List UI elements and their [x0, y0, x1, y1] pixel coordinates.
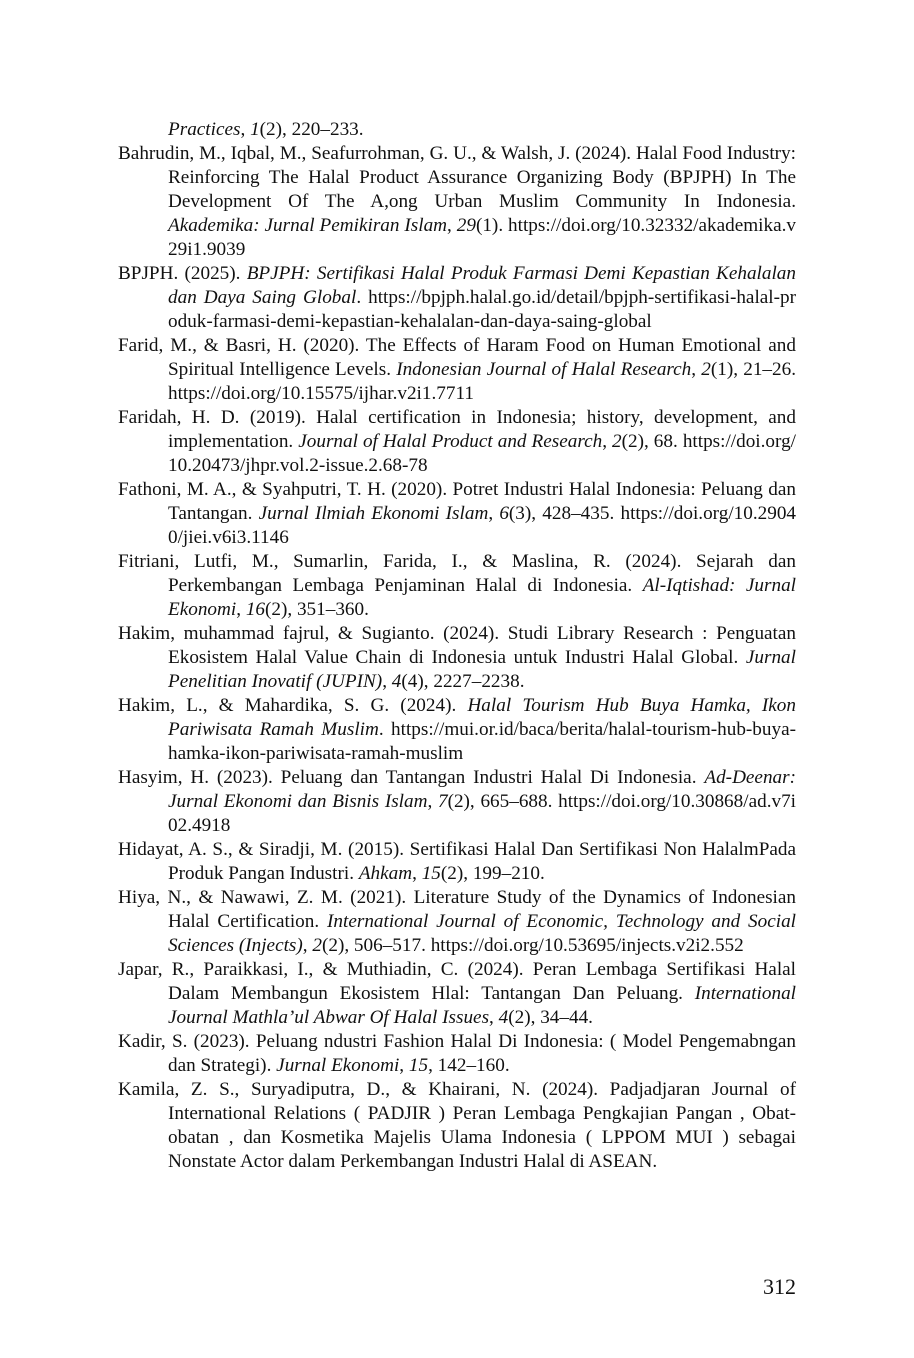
reference-link[interactable]: https://doi.org/10.20473/jhpr.vol.2-issue.2.68-78	[168, 431, 796, 476]
reference-entry: Hidayat, A. S., & Siradji, M. (2015). Sertifikasi Halal Dan Sertifikasi Non HalalmPada Produk Pangan Industri. Ahkam, 15(2), 199–210.	[118, 839, 796, 884]
journal-title: Jurnal Ekonomi	[276, 1055, 400, 1076]
volume: 4	[498, 1007, 509, 1028]
volume: 6	[499, 503, 509, 524]
journal-title: Jurnal Ilmiah Ekonomi Islam	[258, 503, 489, 524]
volume: 4	[391, 671, 402, 692]
journal-title: BPJPH: Sertifikasi Halal Produk Farmasi Demi Kepastian Kehalalan dan Daya Saing Global	[168, 263, 796, 308]
reference-entry: Japar, R., Paraikkasi, I., & Muthiadin, C. (2024). Peran Lembaga Sertifikasi Halal Dalam Membangun Ekosistem Hlal: Tantangan Dan Peluang. International Journal Mathla’ul Abwar Of Halal Issues, 4(2), 34–44.	[118, 959, 796, 1028]
journal-title: International Journal Mathla’ul Abwar Of Halal Issues	[168, 983, 796, 1028]
reference-link[interactable]: https://doi.org/10.15575/ijhar.v2i1.7711	[168, 383, 474, 404]
reference-entry: Farid, M., & Basri, H. (2020). The Effects of Haram Food on Human Emotional and Spiritual Intelligence Levels. Indonesian Journal of Halal Research, 2(1), 21–26. https://doi.org/10.15575/ijhar.v2i1.7711	[118, 335, 797, 404]
journal-title: International Journal of Economic, Technology and Social Sciences (Injects)	[168, 911, 796, 956]
volume: 1	[250, 119, 260, 140]
volume: 2	[701, 359, 711, 380]
reference-link[interactable]: https://mui.or.id/baca/berita/halal-tourism-hub-buya-hamka-ikon-pariwisata-ramah-muslim	[168, 719, 796, 764]
reference-entry: Fitriani, Lutfi, M., Sumarlin, Farida, I., & Maslina, R. (2024). Sejarah dan Perkembangan Lembaga Penjaminan Halal di Indonesia. Al-Iqtishad: Jurnal Ekonomi, 16(2), 351–360.	[118, 551, 796, 620]
reference-entry: Hakim, muhammad fajrul, & Sugianto. (2024). Studi Library Research : Penguatan Ekosistem Halal Value Chain di Indonesia untuk Industri Halal Global. Jurnal Penelitian Inovatif (JUPIN), 4(4), 2227–2238.	[118, 623, 796, 692]
reference-entry: Hiya, N., & Nawawi, Z. M. (2021). Literature Study of the Dynamics of Indonesian Halal Certification. International Journal of Economic, Technology and Social Sciences (Injects), 2(2), 506–517. https://doi.org/10.53695/injects.v2i2.552	[118, 887, 796, 956]
journal-title: Halal Tourism Hub Buya Hamka, Ikon Pariwisata Ramah Muslim	[168, 695, 796, 740]
reference-link[interactable]: https://bpjph.halal.go.id/detail/bpjph-sertifikasi-halal-produk-farmasi-demi-kepastian-kehalalan-dan-daya-saing-global	[168, 287, 796, 332]
journal-title: Ahkam	[358, 863, 413, 884]
reference-entry: BPJPH. (2025). BPJPH: Sertifikasi Halal Produk Farmasi Demi Kepastian Kehalalan dan Daya Saing Global. https://bpjph.halal.go.id/detail/bpjph-sertifikasi-halal-produk-farmasi-demi-kepastian-kehalalan-dan-daya-saing-global	[118, 263, 796, 332]
reference-link[interactable]: https://doi.org/10.29040/jiei.v6i3.1146	[168, 503, 797, 548]
volume: 7	[437, 791, 448, 812]
journal-title: Ad-Deenar: Jurnal Ekonomi dan Bisnis Islam	[168, 767, 796, 812]
page-number: 312	[763, 1274, 796, 1299]
reference-entry: Hakim, L., & Mahardika, S. G. (2024). Halal Tourism Hub Buya Hamka, Ikon Pariwisata Ramah Muslim. https://mui.or.id/baca/berita/halal-tourism-hub-buya-hamka-ikon-pariwisata-ramah-muslim	[118, 695, 796, 764]
reference-link[interactable]: https://doi.org/10.30868/ad.v7i02.4918	[168, 791, 797, 836]
volume: 29	[456, 215, 476, 236]
reference-link[interactable]: https://doi.org/10.32332/akademika.v29i1.9039	[168, 215, 797, 260]
journal-title: Akademika: Jurnal Pemikiran Islam	[168, 215, 448, 236]
journal-title: Indonesian Journal of Halal Research	[396, 359, 692, 380]
reference-entry: Fathoni, M. A., & Syahputri, T. H. (2020). Potret Industri Halal Indonesia: Peluang dan Tantangan. Jurnal Ilmiah Ekonomi Islam, 6(3), 428–435. https://doi.org/10.29040/jiei.v6i3.1146	[118, 479, 797, 548]
volume: 16	[245, 599, 265, 620]
journal-title: Journal of Halal Product and Research	[298, 431, 603, 452]
journal-title: Jurnal Penelitian Inovatif (JUPIN)	[168, 647, 796, 692]
reference-entry: Faridah, H. D. (2019). Halal certification in Indonesia; history, development, and implementation. Journal of Halal Product and Research, 2(2), 68. https://doi.org/10.20473/jhpr.vol.2-issue.2.68-78	[118, 407, 796, 476]
volume: 15	[408, 1055, 429, 1076]
reference-list	[118, 118, 796, 1174]
reference-entry: Bahrudin, M., Iqbal, M., Seafurrohman, G. U., & Walsh, J. (2024). Halal Food Industry: Reinforcing The Halal Product Assurance Organizing Body (BPJPH) In The Development Of The A,ong Urban Muslim Community In Indonesia. Akademika: Jurnal Pemikiran Islam, 29(1). https://doi.org/10.32332/akademika.v29i1.9039	[118, 143, 797, 260]
reference-link[interactable]: https://doi.org/10.53695/injects.v2i2.552	[430, 935, 744, 956]
volume: 2	[612, 431, 622, 452]
journal-title: Practices	[168, 119, 241, 140]
reference-entry: Practices, 1(2), 220–233.	[168, 119, 364, 140]
journal-title: Al-Iqtishad: Jurnal Ekonomi	[168, 575, 796, 620]
reference-entry: Hasyim, H. (2023). Peluang dan Tantangan Industri Halal Di Indonesia. Ad-Deenar: Jurnal Ekonomi dan Bisnis Islam, 7(2), 665–688. https://doi.org/10.30868/ad.v7i02.4918	[118, 767, 797, 836]
reference-entry: Kamila, Z. S., Suryadiputra, D., & Khairani, N. (2024). Padjadjaran Journal of International Relations ( PADJIR ) Peran Lembaga Pengkajian Pangan , Obat-obatan , dan Kosmetika Majelis Ulama Indonesia ( LPPOM MUI ) sebagai Nonstate Actor dalam Perkembangan Industri Halal di ASEAN.	[118, 1079, 796, 1172]
reference-entry: Kadir, S. (2023). Peluang ndustri Fashion Halal Di Indonesia: ( Model Pengemabngan dan Strategi). Jurnal Ekonomi, 15, 142–160.	[118, 1031, 796, 1076]
volume: 15	[421, 863, 441, 884]
volume: 2	[312, 935, 322, 956]
